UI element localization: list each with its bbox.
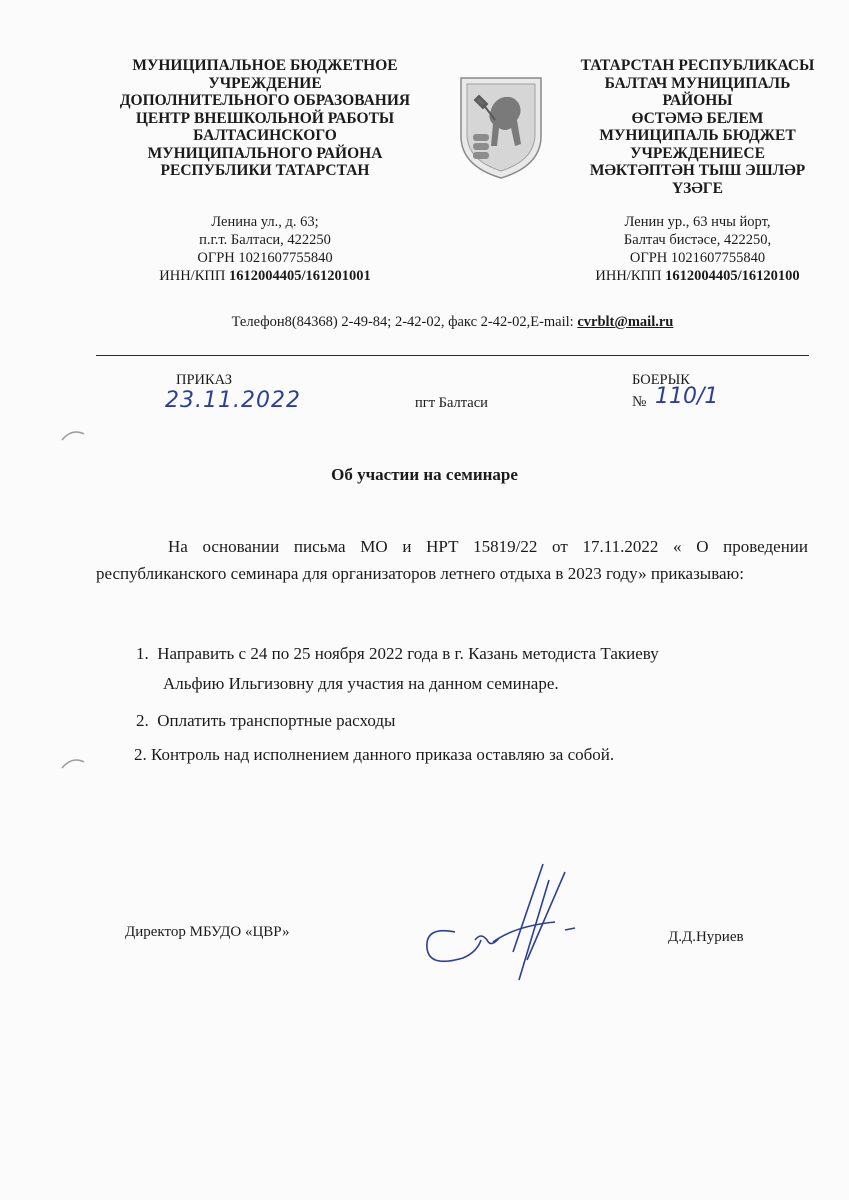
- address-inn: ИНН/КПП 1612004405/161201001: [159, 268, 371, 284]
- address-city: Балтач бистәсе, 422250,: [623, 232, 772, 248]
- org-name-line: РАЙОНЫ: [662, 92, 733, 109]
- org-name-line: ӨСТӘМӘ БЕЛЕМ: [631, 109, 764, 127]
- org-name-russian: [100, 57, 430, 180]
- director-title: Директор МБУДО «ЦВР»: [125, 924, 290, 940]
- org-name-line: РЕСПУБЛИКИ ТАТАРСТАН: [160, 162, 370, 179]
- header-divider: [96, 355, 809, 356]
- list-item: 1. Направить с 24 по 25 ноября 2022 года в г. Казань методиста Такиеву: [136, 644, 659, 663]
- list-item: 2. Оплатить транспортные расходы: [136, 711, 396, 730]
- org-name-line: ЦЕНТР ВНЕШКОЛЬНОЙ РАБОТЫ: [135, 109, 395, 127]
- address-ogrn: ОГРН 1021607755840: [197, 250, 333, 266]
- org-name-line: МУНИЦИПАЛЬ БЮДЖЕТ: [599, 127, 796, 144]
- director-name: Д.Д.Нуриев: [668, 929, 744, 945]
- address-street: Ленина ул., д. 63;: [211, 214, 319, 230]
- document-title: Об участии на семинаре: [331, 465, 518, 484]
- org-name-line: ҮЗӘГЕ: [671, 179, 724, 197]
- org-name-line: МУНИЦИПАЛЬНОЕ БЮДЖЕТНОЕ: [132, 57, 398, 74]
- address-ogrn: ОГРН 1021607755840: [629, 250, 766, 266]
- org-name-line: УЧРЕЖДЕНИЕСЕ: [630, 144, 765, 162]
- org-name-tatar: [560, 57, 835, 197]
- org-name-line: БАЛТАЧ МУНИЦИПАЛЬ: [604, 74, 791, 92]
- org-name-line: ДОПОЛНИТЕЛЬНОГО ОБРАЗОВАНИЯ: [119, 92, 411, 109]
- address-inn: ИНН/КПП 1612004405/16120100: [595, 268, 800, 284]
- list-item: 2. Контроль над исполнением данного приказа оставляю за собой.: [134, 745, 615, 764]
- email-link[interactable]: cvrblt@mail.ru: [577, 314, 674, 330]
- org-name-line: МӘКТӘПТӘН ТЫШ ЭШЛӘР: [589, 162, 806, 179]
- list-item-continuation: Альфию Ильгизовну для участия на данном семинаре.: [163, 674, 559, 693]
- order-place: пгт Балтаси: [415, 395, 488, 411]
- order-date-handwritten: 23.11.2022: [165, 388, 301, 413]
- order-preamble: На основании письма МО и НРТ 15819/22 от 17.11.2022 « О проведении республиканского семинара для организаторов летнего отдыха в 2023 году» приказываю:: [96, 537, 808, 583]
- org-name-line: УЧРЕЖДЕНИЕ: [208, 74, 322, 92]
- prikaz-label: ПРИКАЗ: [176, 372, 233, 388]
- punch-hole-mark: [60, 756, 86, 770]
- org-name-line: МУНИЦИПАЛЬНОГО РАЙОНА: [147, 144, 383, 162]
- boyerek-label: БОЕРЫК: [632, 372, 690, 388]
- signature: [415, 860, 595, 990]
- address-street: Ленин ур., 63 нчы йорт,: [624, 214, 771, 230]
- org-name-line: БАЛТАСИНСКОГО: [193, 127, 337, 144]
- org-name-line: ТАТАРСТАН РЕСПУБЛИКАСЫ: [580, 57, 815, 74]
- address-city: п.г.т. Балтаси, 422250: [199, 232, 331, 248]
- punch-hole-mark: [60, 428, 86, 442]
- order-number-handwritten: 110/1: [655, 384, 719, 409]
- address-tatar: [560, 213, 835, 285]
- number-sign: №: [632, 394, 647, 410]
- contacts-line: Телефон8(84368) 2-49-84; 2-42-02, факс 2-42-02,E-mail: cvrblt@mail.ru: [231, 314, 674, 330]
- coat-of-arms-bear-icon: [457, 74, 545, 182]
- address-russian: [100, 213, 430, 285]
